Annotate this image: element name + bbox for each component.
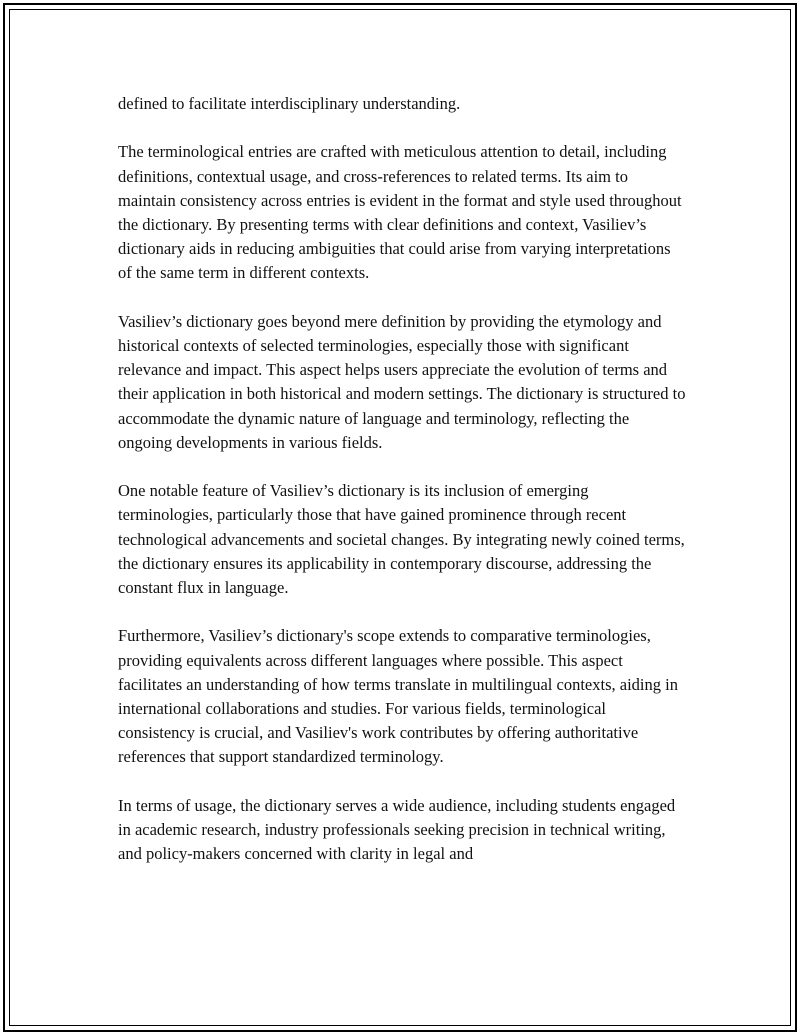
paragraph-usage: In terms of usage, the dictionary serves a wide audience, including students engaged in academic research, industry professionals seeking precision in technical writing, and policy-makers concerned with clarity in legal and [118,795,676,864]
paragraph-etymology: Vasiliev’s dictionary goes beyond mere definition by providing the etymology and historical contexts of selected terminologies, especially those with significant relevance and impact. This aspect helps users appreciate the evolution of terms and their application in both historical and modern settings. The dictionary is structured to accommodate the dynamic nature of language and terminology, reflecting the ongoing developments in various fields. [118,311,686,452]
paragraph-terminological-entries: The terminological entries are crafted with meticulous attention to detail, including definitions, contextual usage, and cross-references to related terms. Its aim to maintain consistency across entries is evident in the format and style used throughout the dictionary. By presenting terms with clear definitions and context, Vasiliev’s dictionary aids in reducing ambiguities that could arise from varying interpretations of the same term in different contexts. [118,142,682,283]
paragraph-comparative-terminologies: Furthermore, Vasiliev’s dictionary's scope extends to comparative terminologies, providing equivalents across different languages where possible. This aspect facilitates an understanding of how terms translate in multilingual contexts, aiding in international collaborations and studies. For various fields, terminological consistency is crucial, and Vasiliev's work contributes by offering authoritative references that support standardized terminology. [118,626,678,767]
paragraph-continuation: defined to facilitate interdisciplinary understanding. [118,94,461,113]
paragraph-emerging-terminologies: One notable feature of Vasiliev’s dictionary is its inclusion of emerging terminologies, particularly those that have gained prominence through recent technological advancements and societal changes. By integrating newly coined terms, the dictionary ensures its applicability in contemporary discourse, addressing the constant flux in language. [118,481,685,598]
page-body-text [118,92,686,891]
